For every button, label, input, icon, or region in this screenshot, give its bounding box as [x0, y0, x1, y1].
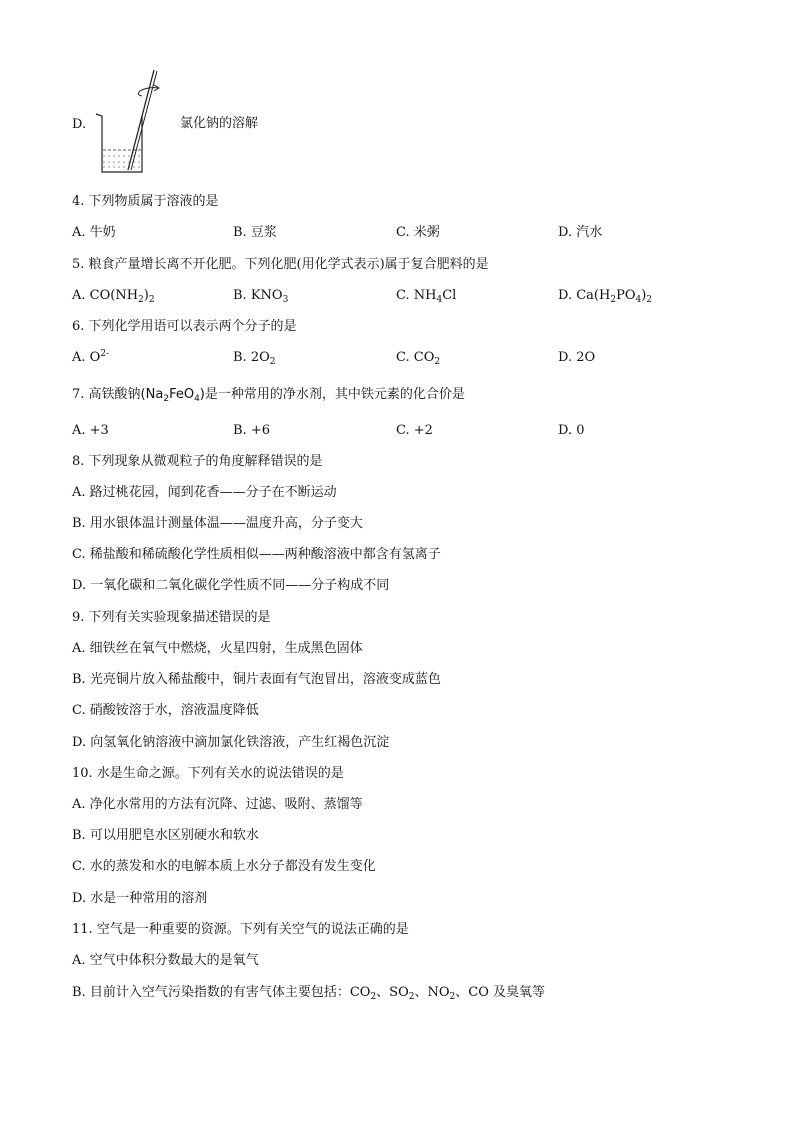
- q9-option-d: D. 向氢氧化钠溶液中滴加氯化铁溶液，产生红褐色沉淀: [72, 735, 390, 750]
- q7-option-a: A. +3: [72, 423, 109, 438]
- q10-option-d: D. 水是一种常用的溶剂: [72, 891, 208, 906]
- q7-option-c: C. +2: [396, 423, 433, 438]
- q8-option-a: A. 路过桃花园，闻到花香——分子在不断运动: [72, 485, 337, 500]
- q7-stem: 7. 高铁酸钠$(Na_2FeO_4)$是一种常用的净水剂，其中铁元素的化合价是: [72, 387, 465, 404]
- q11-option-b: B. 目前计入空气污染指数的有害气体主要包括：$CO_2$、$SO_2$、$NO_2$、CO 及臭氧等: [72, 985, 546, 1002]
- q5-option-a: A. $CO(NH_2)_2$: [72, 288, 155, 305]
- q5-option-c: C. $NH_4Cl$: [396, 288, 457, 305]
- q7-option-b: B. +6: [233, 423, 270, 438]
- q8-option-d: D. 一氧化碳和二氧化碳化学性质不同——分子构成不同: [72, 578, 390, 593]
- q9-option-c: C. 硝酸铵溶于水，溶液温度降低: [72, 703, 259, 718]
- q7-formula: $(Na_2FeO_4)$: [140, 387, 205, 404]
- q6-option-b: B. $2O_2$: [233, 350, 276, 367]
- q8-option-b: B. 用水银体温计测量体温——温度升高，分子变大: [72, 516, 363, 531]
- q5-option-d: D. $Ca(H_2PO_4)_2$: [558, 288, 653, 305]
- q10-option-b: B. 可以用肥皂水区别硬水和软水: [72, 828, 259, 843]
- q4-option-c: C. 米粥: [396, 225, 440, 240]
- q4-option-b: B. 豆浆: [233, 225, 277, 240]
- q7-option-d: D. 0: [558, 423, 585, 438]
- q5-stem: 5. 粮食产量增长离不开化肥。下列化肥(用化学式表示)属于复合肥料的是: [72, 257, 489, 272]
- q11-stem: 11. 空气是一种重要的资源。下列有关空气的说法正确的是: [72, 922, 409, 937]
- q5-option-b: B. $KNO_3$: [233, 288, 289, 305]
- q6-option-d: D. 2O: [558, 350, 596, 365]
- q10-stem: 10. 水是生命之源。下列有关水的说法错误的是: [72, 766, 344, 781]
- q6-option-a: A. $O^{2-}$: [72, 349, 110, 365]
- beaker-stirring-icon: [92, 66, 170, 178]
- q10-option-c: C. 水的蒸发和水的电解本质上水分子都没有发生变化: [72, 859, 376, 874]
- q6-stem: 6. 下列化学用语可以表示两个分子的是: [72, 319, 297, 334]
- q4-option-a: A. 牛奶: [72, 225, 116, 240]
- q9-option-b: B. 光亮铜片放入稀盐酸中，铜片表面有气泡冒出，溶液变成蓝色: [72, 672, 441, 687]
- q4-stem: 4. 下列物质属于溶液的是: [72, 194, 219, 209]
- q3-option-d-text: 氯化钠的溶解: [180, 116, 259, 131]
- q11-option-a: A. 空气中体积分数最大的是氧气: [72, 953, 259, 968]
- q8-option-c: C. 稀盐酸和稀硫酸化学性质相似——两种酸溶液中都含有氢离子: [72, 547, 441, 562]
- q6-option-c: C. $CO_2$: [396, 350, 441, 367]
- q8-stem: 8. 下列现象从微观粒子的角度解释错误的是: [72, 454, 323, 469]
- q10-option-a: A. 净化水常用的方法有沉降、过滤、吸附、蒸馏等: [72, 797, 363, 812]
- q9-option-a: A. 细铁丝在氧气中燃烧，火星四射，生成黑色固体: [72, 641, 363, 656]
- q4-option-d: D. 汽水: [558, 225, 603, 240]
- q3-option-d-letter: D.: [72, 117, 87, 132]
- q9-stem: 9. 下列有关实验现象描述错误的是: [72, 610, 271, 625]
